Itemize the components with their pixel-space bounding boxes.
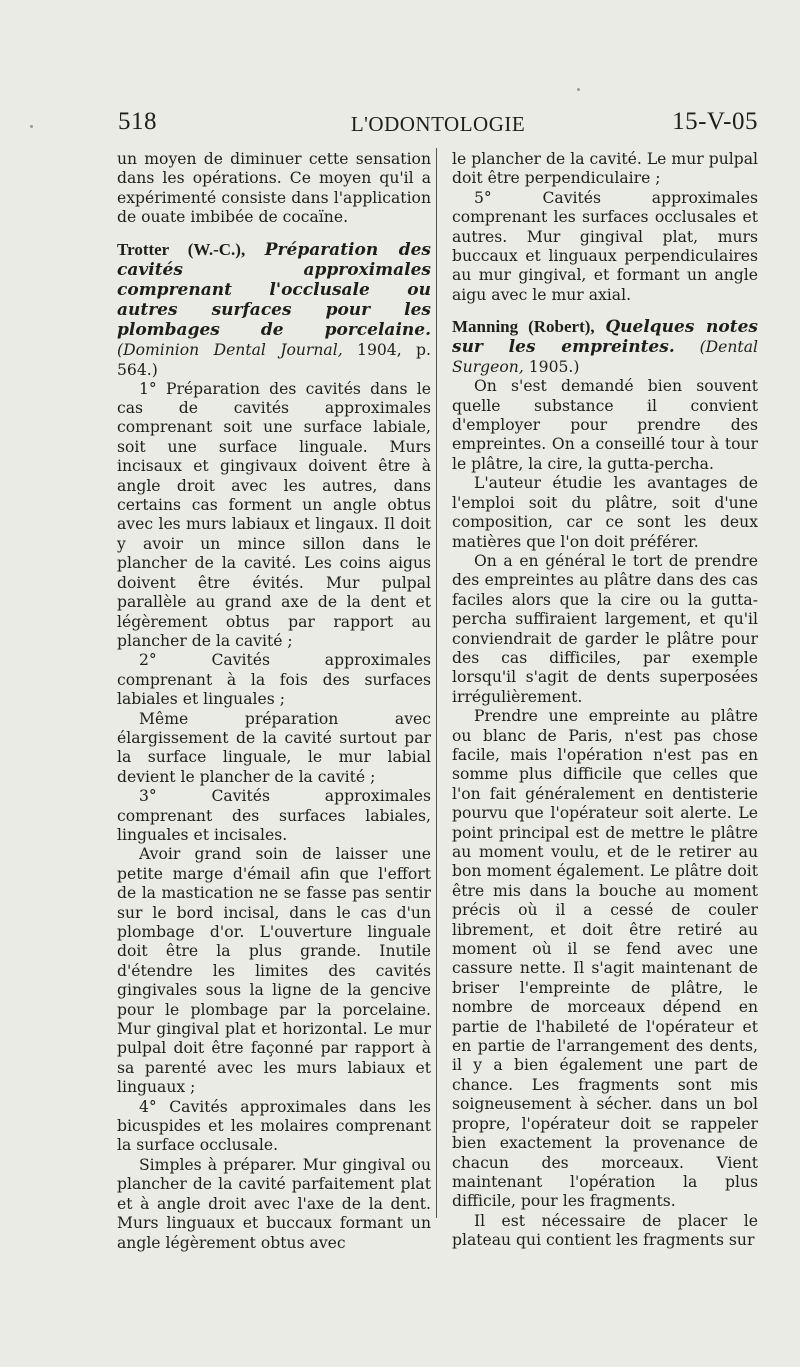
paper-speck (30, 125, 33, 128)
journal-title: L'ODONTOLOGIE (350, 112, 526, 136)
reference-author: Manning (Robert), (452, 317, 595, 337)
reference-journal: (Dominion Dental Journal, (117, 340, 343, 359)
reference-journal: (Dental Surgeon, (452, 338, 758, 377)
paragraph: Simples à préparer. Mur gingival ou plancher de la cavité parfaitement plat et à angle droit avec l'axe de la dent. Murs linguaux et buccaux formant un angle légèrement obtus avec (117, 1155, 431, 1252)
paragraph: un moyen de diminuer cette sensation dans les opérations. Ce moyen qu'il a expérimenté consiste dans l'application de ouate imbibée de cocaïne. (117, 150, 431, 227)
reference-author: Trotter (W.-C.), (117, 239, 246, 259)
reference-date: 1905.) (528, 358, 580, 377)
reference-date: 1904, p. 564.) (117, 340, 431, 379)
paragraph: On s'est demandé bien souvent quelle substance il convient d'employer pour prendre des empreintes. On a conseillé tour à tour le plâtre, la cire, la gutta-percha. (452, 377, 758, 473)
paragraph: 1° Préparation des cavités dans le cas de cavités approximales comprenant soit une surface labiale, soit une surface linguale. Murs incisaux et gingivaux doivent être à angle droit avec les autres, dans certains cas forment un angle obtus avec les murs labiaux et lingaux. Il doit y avoir un mince sillon dans le plancher de la cavité. Les coins aigus doivent être évités. Mur pulpal parallèle au grand axe de la dent et légèrement obtus par rapport au plancher de la cavité ; (117, 379, 431, 650)
reference-entry (117, 240, 431, 380)
paragraph: Prendre une empreinte au plâtre ou blanc de Paris, n'est pas chose facile, mais l'opération n'est pas en somme plus difficile que celles que l'on fait généralement en dentisterie pourvu que l'opérateur soit alerte. Le point principal est de mettre le plâtre au moment voulu, et de le retirer au bon moment également. Le plâtre doit être mis dans la bouche au moment précis où il a cessé de couler librement, et doit être retiré au moment où il se fend avec une cassure nette. Il s'agit maintenant de briser l'empreinte de plâtre, le nombre de morceaux dépend en partie de l'habileté de l'opérateur et en partie de l'arrangement des dents, il y a bien également une part de chance. Les fragments sont mis soigneusement à sécher. dans un bol propre, l'opérateur doit se rappeler bien exactement la provenance de chacun des morceaux. Vient maintenant l'opération la plus difficile, pour les fragments. (452, 707, 758, 1211)
issue-date: 15-V-05 (672, 108, 758, 135)
paragraph: 5° Cavités approximales comprenant les surfaces occlusales et autres. Mur gingival plat, murs buccaux et linguaux perpendiculaires au mur gingival, et formant un angle aigu avec le mur axial. (452, 188, 758, 304)
paragraph: On a en général le tort de prendre des empreintes au plâtre dans des cas faciles alors que la cire ou la gutta-percha suffiraient largement, et qu'il conviendrait de garder le plâtre pour des cas difficiles, par exemple lorsqu'il s'agit de dents superposées irrégulièrement. (452, 551, 758, 706)
paragraph: 2° Cavités approximales comprenant à la fois des surfaces labiales et linguales ; (117, 651, 431, 709)
paragraph: L'auteur étudie les avantages de l'emploi soit du plâtre, soit d'une composition, car ce sont les deux matières que l'on doit préférer. (452, 474, 758, 551)
paragraph: Même préparation avec élargissement de la cavité surtout par la surface linguale, le mur labial devient le plancher de la cavité ; (117, 709, 431, 786)
paragraph: 3° Cavités approximales comprenant des surfaces labiales, linguales et incisales. (117, 787, 431, 844)
running-header (118, 108, 758, 148)
right-column (452, 150, 758, 1251)
paragraph: 4° Cavités approximales dans les bicuspides et les molaires comprenant la surface occlusale. (117, 1097, 431, 1155)
left-column (117, 150, 431, 1253)
reference-entry (452, 317, 758, 377)
paragraph: Il est nécessaire de placer le plateau qui contient les fragments sur (452, 1211, 758, 1250)
column-divider (436, 148, 437, 1218)
reference-title: Quelques notes sur les empreintes. (452, 317, 758, 358)
paragraph: Avoir grand soin de laisser une petite marge d'émail afin que l'effort de la mastication ne se fasse pas sentir sur le bord incisal, dans le cas d'un plombage d'or. L'ouverture linguale doit être la plus grande. Inutile d'étendre les limites des cavités gingivales sous la ligne de la gencive pour le plombage par la porcelaine. Mur gingival plat et horizontal. Le mur pulpal doit être façonné par rapport à sa parenté avec les murs labiaux et linguaux ; (117, 845, 431, 1097)
spacer (452, 305, 758, 317)
page-number: 518 (118, 108, 157, 135)
paper-speck (577, 88, 580, 91)
spacer (117, 228, 431, 240)
paragraph: le plancher de la cavité. Le mur pulpal doit être perpendiculaire ; (452, 150, 758, 188)
reference-title: Préparation des cavités approximales comprenant l'occlusale ou autres surfaces pour les plombages de porcelaine. (117, 239, 431, 340)
